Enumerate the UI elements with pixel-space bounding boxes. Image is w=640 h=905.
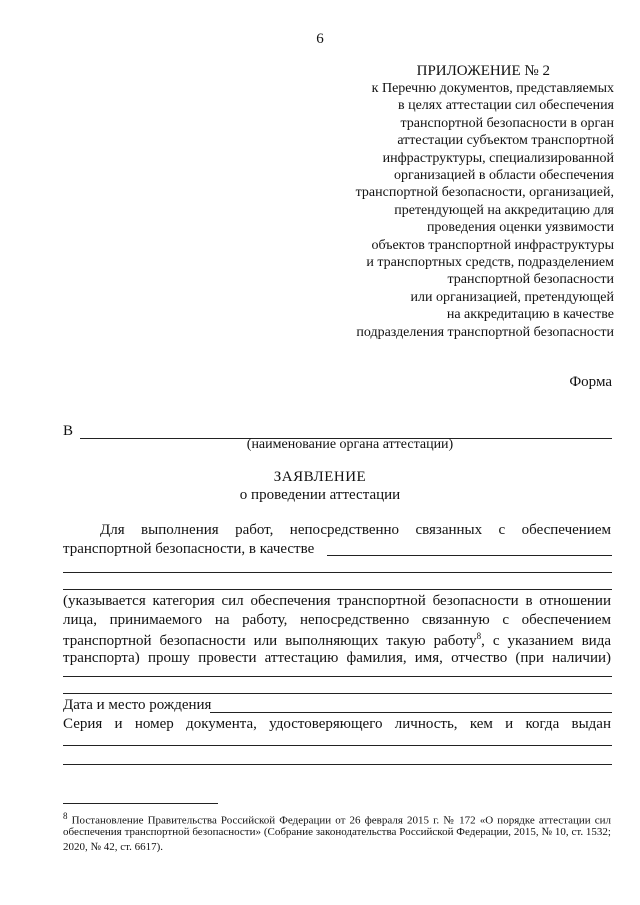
appendix-line: инфраструктуры, специализированной — [382, 150, 614, 166]
appendix-line: аттестации субъектом транспортной — [397, 133, 614, 149]
explanation-line: лица, принимаемого на работу, непосредственно связанную с обеспечением — [63, 612, 611, 628]
id-document-field-line[interactable] — [63, 745, 612, 746]
footnote-line — [63, 811, 611, 827]
page-number: 6 — [316, 31, 324, 47]
form-label: Форма — [569, 374, 612, 390]
explanation-line: транспорта) прошу провести аттестацию фамилия, имя, отчество (при наличии) — [63, 650, 611, 666]
footnote-mark: 8 — [63, 811, 68, 821]
footnote-ref: 8 — [476, 631, 482, 641]
appendix-line: в целях аттестации сил обеспечения — [397, 98, 614, 114]
footnote-line: 2020, № 42, ст. 6617). — [63, 841, 164, 853]
appendix-description — [356, 80, 614, 341]
appendix-line: или организацией, претендующей — [410, 289, 614, 305]
explanation-line — [63, 631, 611, 651]
appendix-line: на аккредитацию в качестве — [446, 307, 614, 323]
appendix-line: объектов транспортной инфраструктуры — [371, 237, 614, 253]
appendix-line: претендующей на аккредитацию для — [394, 202, 614, 218]
footnote-separator — [63, 803, 218, 804]
full-name-field-line-2[interactable] — [63, 693, 612, 694]
position-field-line[interactable] — [327, 555, 612, 556]
explanation-text: транспортной безопасности или выполняющих такую работу — [63, 633, 477, 649]
appendix-line: организацией в области обеспечения — [393, 168, 614, 184]
explanation-line: (указывается категория сил обеспечения транспортной безопасности в отношении — [63, 593, 611, 609]
appendix-line: транспортной безопасности в орган — [400, 115, 614, 131]
birth-field-line[interactable] — [210, 712, 612, 713]
appendix-line: подразделения транспортной безопасности — [356, 324, 614, 340]
appendix-line: к Перечню документов, представляемых — [371, 81, 614, 96]
position-field-line-3[interactable] — [63, 589, 612, 590]
birth-label: Дата и место рождения — [63, 697, 212, 713]
position-field-line-2[interactable] — [63, 572, 612, 573]
explanation-text: , с указанием вида — [481, 633, 611, 649]
footnote-line: обеспечения транспортной безопасности» (Собрание законодательства Российской Федерации, 2015, № 10, ст. 1532; — [63, 826, 611, 838]
addressee-caption: (наименование органа аттестации) — [246, 437, 454, 452]
id-document-label: Серия и номер документа, удостоверяющего личность, кем и когда выдан — [63, 716, 611, 732]
appendix-line: и транспортных средств, подразделением — [366, 255, 614, 271]
id-document-field-line-2[interactable] — [63, 764, 612, 765]
appendix-line: транспортной безопасности, организацией, — [355, 185, 614, 201]
body-line: Для выполнения работ, непосредственно связанных с обеспечением — [100, 522, 611, 538]
document-subtitle: о проведении аттестации — [239, 487, 401, 503]
footnote-text: Постановление Правительства Российской Федерации от 26 февраля 2015 г. № 172 «О порядке аттестации сил — [71, 814, 611, 827]
body-line: транспортной безопасности, в качестве — [63, 541, 315, 557]
addressee-prefix: В — [63, 423, 74, 439]
appendix-line: проведения оценки уязвимости — [426, 220, 614, 236]
document-title: ЗАЯВЛЕНИЕ — [273, 469, 367, 485]
appendix-title: ПРИЛОЖЕНИЕ № 2 — [416, 63, 550, 79]
appendix-line: транспортной безопасности — [447, 272, 614, 288]
full-name-field-line[interactable] — [63, 676, 612, 677]
